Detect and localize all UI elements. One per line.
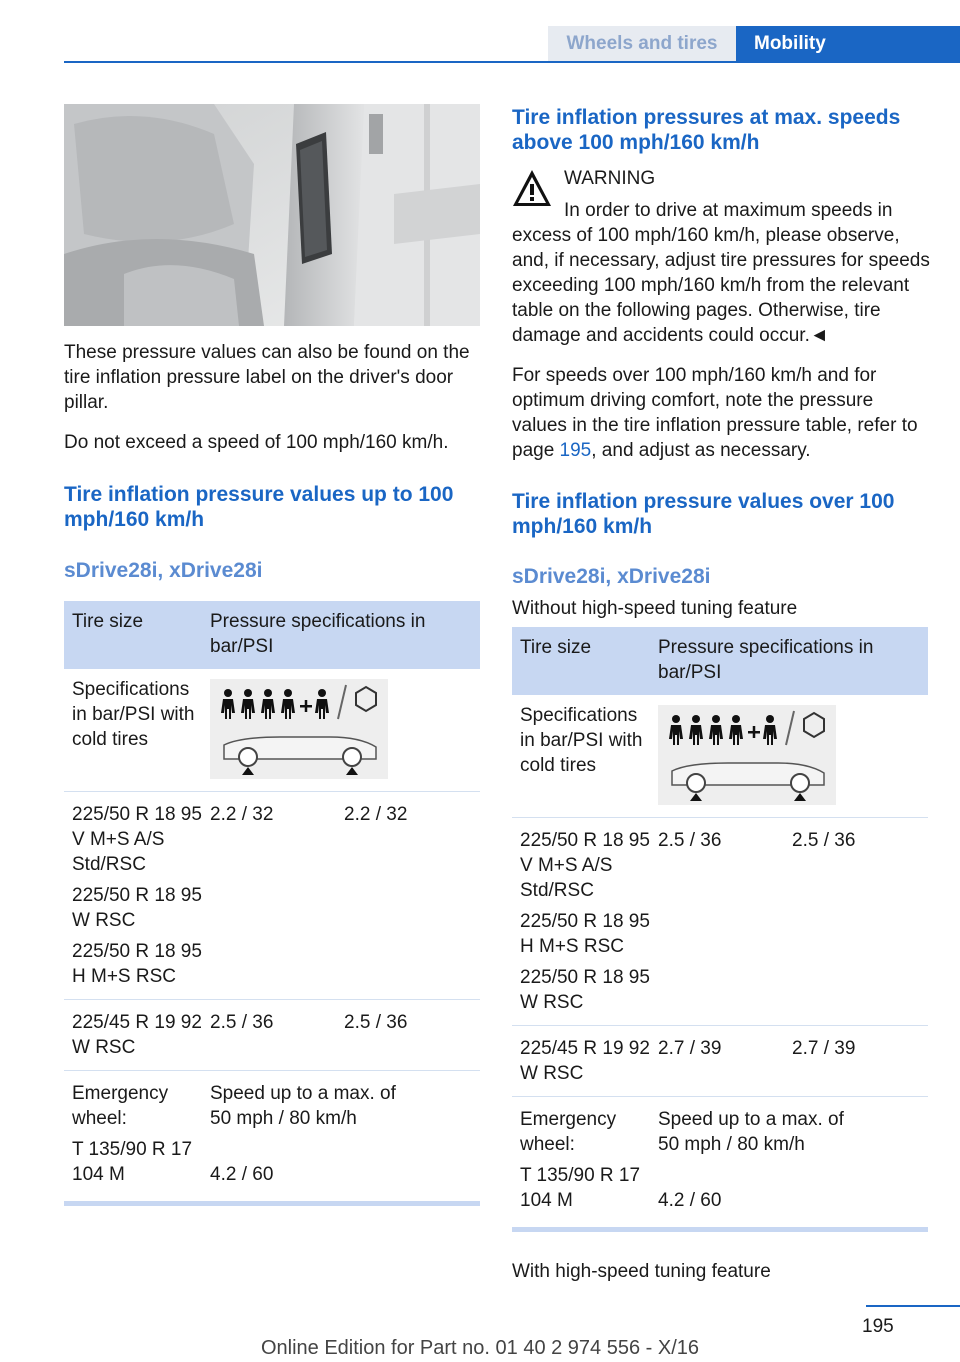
footer-rule xyxy=(866,1305,960,1307)
spec-label: Specifications in bar/PSI with cold tires xyxy=(72,679,195,750)
table-row xyxy=(512,1097,928,1227)
pressure-value: 2.7 / 39 xyxy=(792,1038,856,1059)
heading-max-speeds: Tire inflation pressures at max. speeds above 100 mph/160 km/h xyxy=(512,106,901,154)
warning-text-first-line: In order to drive at maximum speeds in xyxy=(564,200,893,221)
table-row xyxy=(512,695,928,818)
col-pressure: Pressure specifications in bar/PSI xyxy=(210,611,426,657)
pressure-label-note: These pressure values can also be found on the tire inflation pressure label on the driver's door pillar. xyxy=(64,342,470,413)
emergency-pressure: 4.2 / 60 xyxy=(658,1190,722,1211)
pressure-value: 2.5 / 36 xyxy=(658,830,722,851)
pressure-value: 2.5 / 36 xyxy=(792,830,856,851)
header-rule xyxy=(64,61,960,63)
table-header xyxy=(64,601,480,669)
table-row xyxy=(512,1026,928,1097)
with-tuning-label: With high-speed tuning feature xyxy=(512,1261,771,1282)
emergency-tire-size: T 135/90 R 17 104 M xyxy=(520,1165,641,1211)
header-chapter-tab: Mobility xyxy=(736,26,960,62)
table-row xyxy=(512,818,928,1026)
page-link[interactable]: 195 xyxy=(559,440,592,461)
col-pressure: Pressure specifications in bar/PSI xyxy=(658,637,874,683)
without-tuning-label: Without high-speed tuning feature xyxy=(512,598,798,619)
table-row xyxy=(64,1000,480,1071)
table-bottom-rule xyxy=(512,1227,928,1232)
speed-limit-note: Do not exceed a speed of 100 mph/160 km/h. xyxy=(64,432,449,453)
tire-size-2: 225/50 R 18 95 W RSC xyxy=(72,885,202,931)
tire-size-2: 225/50 R 18 95 H M+S RSC xyxy=(520,911,650,957)
heading-over-100: Tire inflation pressure values over 100 mph/160 km/h xyxy=(512,490,895,538)
table-bottom-rule xyxy=(64,1201,480,1206)
pressure-value: 2.2 / 32 xyxy=(344,804,408,825)
pressure-value: 2.7 / 39 xyxy=(658,1038,722,1059)
pressure-value: 2.5 / 36 xyxy=(344,1012,408,1033)
tire-size: 225/45 R 19 92 W RSC xyxy=(520,1038,650,1084)
load-config-icon xyxy=(658,705,836,805)
pressure-table-over-100 xyxy=(512,627,928,1232)
warning-text: excess of 100 mph/160 km/h, please observe, and, if necessary, adjust tire pressures for speeds exceeding 100 mph/160 km/h from the relevant table on the following pages. Otherwise, tire damage and accidents could occur.◄ xyxy=(512,225,930,346)
tire-size-1: 225/50 R 18 95 V M+S A/S Std/RSC xyxy=(520,830,650,901)
emergency-note: Speed up to a max. of 50 mph / 80 km/h xyxy=(658,1109,844,1155)
emergency-label: Emergency wheel: xyxy=(72,1083,169,1129)
tire-size-1: 225/50 R 18 95 V M+S A/S Std/RSC xyxy=(72,804,202,875)
col-tire-size: Tire size xyxy=(520,637,592,658)
table-row xyxy=(64,792,480,1000)
header-section-tab: Wheels and tires xyxy=(548,26,736,62)
footer-edition: Online Edition for Part no. 01 40 2 974 556 - X/16 xyxy=(260,1337,700,1359)
emergency-label: Emergency wheel: xyxy=(520,1109,617,1155)
col-tire-size: Tire size xyxy=(72,611,144,632)
pressure-value: 2.2 / 32 xyxy=(210,804,274,825)
emergency-note: Speed up to a max. of 50 mph / 80 km/h xyxy=(210,1083,396,1129)
speed-comfort-text: For speeds over 100 mph/160 km/h and for optimum driving comfort, note the pressure values in the tire inflation pressure table, refer to page xyxy=(512,365,918,461)
tire-size-3: 225/50 R 18 95 H M+S RSC xyxy=(72,941,202,987)
table-header xyxy=(512,627,928,695)
tire-size-3: 225/50 R 18 95 W RSC xyxy=(520,967,650,1013)
warning-icon xyxy=(512,168,552,213)
speed-comfort-note xyxy=(512,363,928,463)
table-row xyxy=(64,669,480,792)
tire-size: 225/45 R 19 92 W RSC xyxy=(72,1012,202,1058)
pressure-table-up-to-100 xyxy=(64,601,480,1206)
warning-title: WARNING xyxy=(564,168,656,189)
speed-comfort-text-end: , and adjust as necessary. xyxy=(591,440,811,461)
pressure-value: 2.5 / 36 xyxy=(210,1012,274,1033)
table-row xyxy=(64,1071,480,1201)
page-number: 195 xyxy=(862,1316,894,1337)
model-subheading-right: sDrive28i, xDrive28i xyxy=(512,565,711,588)
spec-label: Specifications in bar/PSI with cold tires xyxy=(520,705,643,776)
emergency-pressure: 4.2 / 60 xyxy=(210,1164,274,1185)
door-pillar-photo xyxy=(64,104,480,326)
emergency-tire-size: T 135/90 R 17 104 M xyxy=(72,1139,193,1185)
load-config-icon xyxy=(210,679,388,779)
model-subheading: sDrive28i, xDrive28i xyxy=(64,559,263,582)
heading-up-to-100: Tire inflation pressure values up to 100 mph/160 km/h xyxy=(64,483,454,531)
